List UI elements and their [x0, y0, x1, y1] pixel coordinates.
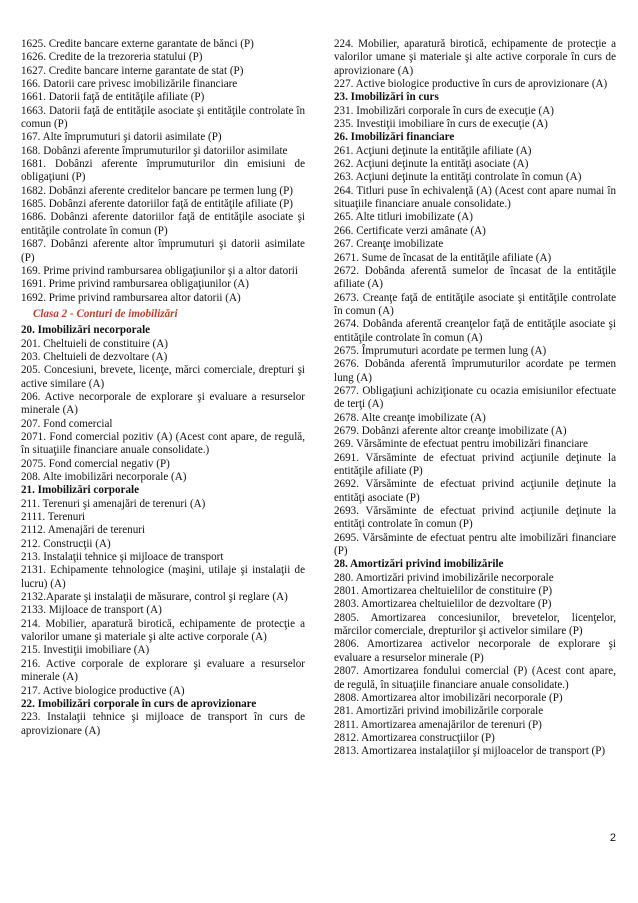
account-entry: 211. Terenuri şi amenajări de terenuri (A)	[21, 497, 206, 510]
account-entry: 223. Instalaţii tehnice şi mijloace de transport în curs de aprovizionare (A)	[21, 711, 305, 737]
account-entry: 2678. Alte creanţe imobilizate (A)	[334, 411, 486, 424]
account-entry: 2132.Aparate şi instalaţii de măsurare, control şi reglare (A)	[21, 591, 288, 604]
account-entry: 167. Alte împrumuturi şi datorii asimilate (P)	[21, 131, 222, 144]
section-heading: 22. Imobilizări corporale în curs de aprovizionare	[21, 697, 257, 710]
account-entry: 1625. Credite bancare externe garantate de bănci (P)	[21, 38, 254, 50]
account-entry: 168. Dobânzi aferente împrumuturilor şi datoriilor asimilate	[21, 144, 288, 157]
account-entry: 280. Amortizări privind imobilizările necorporale	[334, 571, 554, 584]
account-entry: 2671. Sume de încasat de la entităţile afiliate (A)	[334, 251, 552, 264]
section-heading: 26. Imobilizări financiare	[334, 131, 455, 144]
account-entry: 2676. Dobânda aferentă împrumuturilor acordate pe termen lung (A)	[334, 358, 616, 384]
account-entry: 224. Mobilier, aparatură birotică, echipamente de protecţie a valorilor umane şi materiale şi alte active corporale în curs de aprovizionare (A)	[334, 38, 616, 77]
account-entry: 1685. Dobânzi aferente datoriilor faţă de entităţile afiliate (P)	[21, 198, 293, 211]
account-entry: 227. Active biologice productive în curs de aprovizionare (A)	[334, 78, 608, 91]
account-entry: 2692. Vărsăminte de efectuat privind acţiunile deţinute la entităţi asociate (P)	[334, 478, 616, 504]
account-entry: 207. Fond comercial	[21, 417, 113, 430]
account-entry: 2813. Amortizarea instalaţiilor şi mijloacelor de transport (P)	[334, 745, 606, 758]
section-heading: 20. Imobilizări necorporale	[21, 324, 151, 337]
account-entry: 2677. Obligaţiuni achiziţionate cu ocazia emisiunilor efectuate de terţi (A)	[334, 384, 616, 411]
account-entry: 1661. Datorii faţă de entităţile afiliate (P)	[21, 91, 205, 104]
account-entry: 2811. Amortizarea amenajărilor de terenuri (P)	[334, 718, 542, 731]
account-entry: 205. Concesiuni, brevete, licenţe, mărci comerciale, drepturi şi active similare (A)	[21, 364, 305, 390]
right-column	[334, 38, 616, 759]
account-entry: 264. Titluri puse în echivalenţă (A) (Acest cont apare numai în situaţiile financiare anuale consolidate.)	[334, 184, 616, 211]
account-entry: 2133. Mijloace de transport (A)	[21, 604, 162, 617]
account-entry: 208. Alte imobilizări necorporale (A)	[21, 471, 187, 483]
account-entry: 2071. Fond comercial pozitiv (A) (Acest cont apare, de regulă, în situaţiile financiare anuale consolidate.)	[21, 430, 305, 457]
account-entry: 1627. Credite bancare interne garantate de stat (P)	[21, 64, 244, 77]
account-entry: 2672. Dobânda aferentă sumelor de încasat de la entităţile afiliate (A)	[334, 264, 616, 291]
account-entry: 2801. Amortizarea cheltuielilor de constituire (P)	[334, 585, 553, 598]
account-entry: 214. Mobilier, aparatură birotică, echipamente de protecţie a valorilor umane şi materiale şi alte active corporale (A)	[21, 617, 305, 644]
account-entry: 213. Instalaţii tehnice şi mijloace de transport	[21, 551, 224, 564]
account-entry: 1681. Dobânzi aferente împrumuturilor din emisiuni de obligaţiuni (P)	[21, 158, 305, 184]
account-entry: 1686. Dobânzi aferente datoriilor faţă de entităţile asociate şi entităţile controlate în comun (P)	[21, 211, 305, 237]
account-entry: 216. Active corporale de explorare şi evaluare a resurselor minerale (A)	[21, 657, 305, 684]
account-entry: 269. Vărsăminte de efectuat pentru imobilizări financiare	[334, 438, 588, 451]
account-entry: 265. Alte titluri imobilizate (A)	[334, 211, 473, 224]
account-entry: 2807. Amortizarea fondului comercial (P) (Acest cont apare, de regulă, în situaţiile financiare anuale consolidate.)	[334, 665, 616, 691]
account-entry: 2691. Vărsăminte de efectuat privind acţiunile deţinute la entităţile afiliate (P)	[334, 451, 616, 477]
account-entry: 231. Imobilizări corporale în curs de execuţie (A)	[334, 104, 554, 117]
account-entry: 2806. Amortizarea activelor necorporale de explorare şi evaluare a resurselor minerale (P)	[334, 638, 616, 664]
account-entry: 2674. Dobânda aferentă creanţelor faţă de entităţile asociate şi entităţile controlate în comun (A)	[334, 318, 616, 344]
account-entry: 206. Active necorporale de explorare şi evaluare a resurselor minerale (A)	[21, 390, 305, 417]
left-column	[21, 38, 305, 738]
account-entry: 169. Prime privind rambursarea obligaţiunilor şi a altor datorii	[21, 264, 298, 277]
account-entry: 1626. Credite de la trezoreria statului (P)	[21, 51, 203, 64]
account-entry: 263. Acţiuni deţinute la entităţi controlate în comun (A)	[334, 171, 582, 184]
account-entry: 262. Acţiuni deţinute la entităţi asociate (A)	[334, 158, 529, 171]
account-entry: 166. Datorii care privesc imobilizările financiare	[21, 78, 238, 91]
account-entry: 217. Active biologice productive (A)	[21, 684, 185, 697]
account-entry: 1691. Prime privind rambursarea obligaţiunilor (A)	[21, 278, 249, 291]
account-entry: 2695. Vărsăminte de efectuat pentru alte imobilizări financiare (P)	[334, 531, 616, 558]
class-heading: Clasa 2 - Conturi de imobilizări	[33, 307, 178, 320]
account-entry: 2805. Amortizarea concesiunilor, brevetelor, licenţelor, mărcilor comerciale, drepturilor şi activelor similare (P)	[334, 611, 616, 638]
account-entry: 212. Construcţii (A)	[21, 537, 111, 550]
account-entry: 266. Certificate verzi amânate (A)	[334, 224, 486, 237]
account-entry: 2111. Terenuri	[21, 511, 86, 524]
account-entry: 2673. Creanţe faţă de entităţile asociate şi entităţile controlate în comun (A)	[334, 291, 616, 317]
account-entry: 2808. Amortizarea altor imobilizări necorporale (P)	[334, 691, 563, 704]
account-entry: 1682. Dobânzi aferente creditelor bancare pe termen lung (P)	[21, 184, 293, 197]
account-entry: 2803. Amortizarea cheltuielilor de dezvoltare (P)	[334, 598, 552, 611]
account-entry: 2812. Amortizarea construcţiilor (P)	[334, 731, 495, 744]
page-number: 2	[609, 832, 616, 844]
account-entry: 267. Creanţe imobilizate	[334, 238, 444, 251]
section-heading: 28. Amortizări privind imobilizările	[334, 558, 504, 571]
account-entry: 2075. Fond comercial negativ (P)	[21, 457, 170, 470]
account-entry: 281. Amortizări privind imobilizările corporale	[334, 705, 544, 718]
section-heading: 21. Imobilizări corporale	[21, 484, 140, 497]
account-entry: 2131. Echipamente tehnologice (maşini, utilaje şi instalaţii de lucru) (A)	[21, 564, 305, 590]
account-entry: 215. Investiţii imobiliare (A)	[21, 644, 150, 657]
account-entry: 203. Cheltuieli de dezvoltare (A)	[21, 350, 168, 363]
section-heading: 23. Imobilizări în curs	[334, 91, 439, 104]
account-entry: 2693. Vărsăminte de efectuat privind acţiunile deţinute la entităţi controlate în comun (P)	[334, 505, 616, 531]
account-entry: 235. Investiţii imobiliare în curs de execuţie (A)	[334, 118, 548, 131]
account-entry: 2679. Dobânzi aferente altor creanţe imobilizate (A)	[334, 424, 567, 437]
account-entry: 201. Cheltuieli de constituire (A)	[21, 337, 168, 350]
account-entry: 1687. Dobânzi aferente altor împrumuturi şi datorii asimilate (P)	[21, 238, 305, 264]
account-entry: 261. Acţiuni deţinute la entităţile afiliate (A)	[334, 144, 532, 157]
account-entry: 2112. Amenajări de terenuri	[21, 524, 146, 537]
account-entry: 2675. Împrumuturi acordate pe termen lung (A)	[334, 344, 547, 357]
account-entry: 1663. Datorii faţă de entităţile asociate şi entităţile controlate în comun (P)	[21, 104, 305, 131]
account-entry: 1692. Prime privind rambursarea altor datorii (A)	[21, 291, 241, 304]
